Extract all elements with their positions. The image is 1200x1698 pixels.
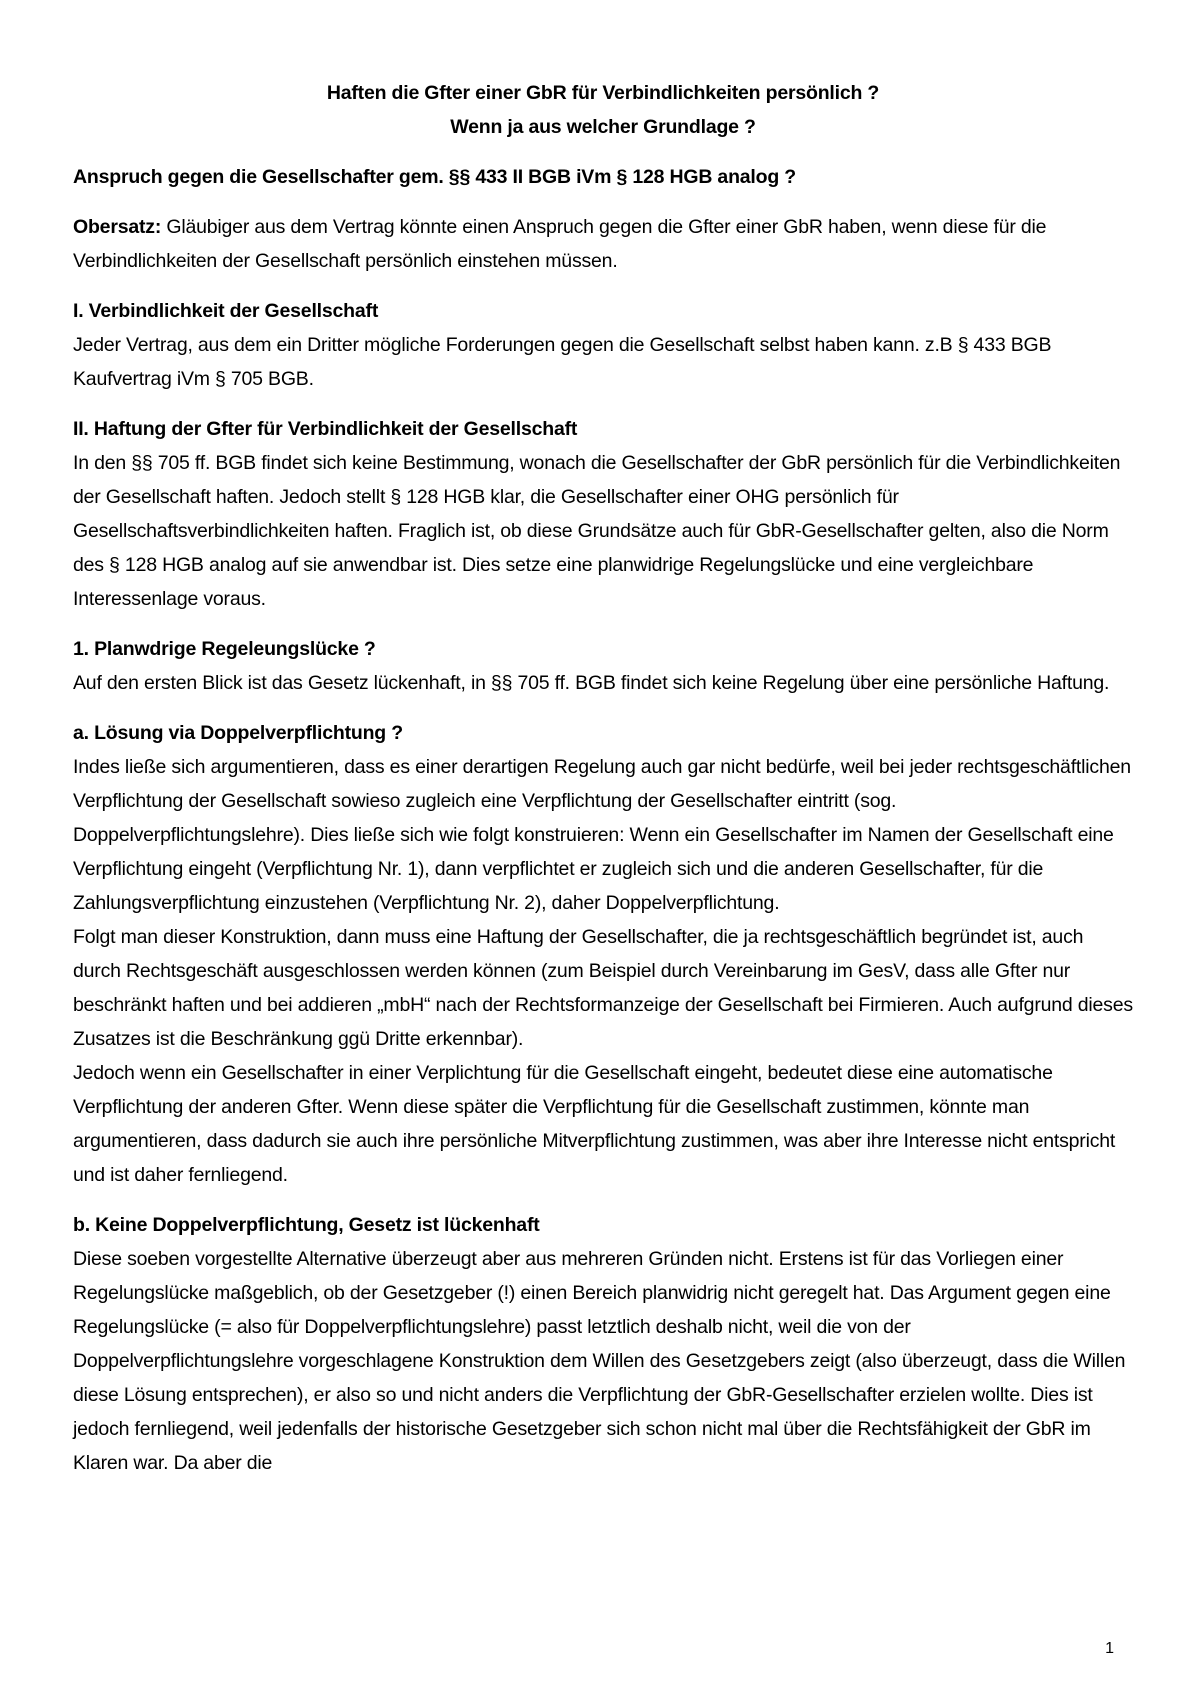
section-paragraph: Auf den ersten Blick ist das Gesetz lückenhaft, in §§ 705 ff. BGB findet sich keine Regelung über eine persönliche Haftung. (73, 672, 1110, 694)
section-paragraph: Indes ließe sich argumentieren, dass es einer derartigen Regelung auch gar nicht bedürfe, weil bei jeder rechtsgeschäftlichen Verpflichtung der Gesellschaft sowieso zugleich eine Verpflichtung der Gesellschafter eintritt (sog. Doppelverpflichtungslehre). Dies ließe sich wie folgt konstruieren: Wenn ein Gesellschafter im Namen der Gesellschaft eine Verpflichtung eingeht (Verpflichtung Nr. 1), dann verpflichtet er zugleich sich und die anderen Gesellschafter, für die Zahlungsverpflichtung einzustehen (Verpflichtung Nr. 2), daher Doppelverpflichtung. (73, 756, 1131, 914)
obersatz-paragraph (73, 210, 1133, 278)
obersatz-text: Gläubiger aus dem Vertrag könnte einen Anspruch gegen die Gfter einer GbR haben, wenn diese für die Verbindlichkeiten der Gesellschaft persönlich einstehen müssen. (73, 216, 1047, 272)
section-heading: a. Lösung via Doppelverpflichtung ? (73, 722, 403, 744)
section-heading: 1. Planwdrige Regeleungslücke ? (73, 638, 376, 660)
section-heading: II. Haftung der Gfter für Verbindlichkeit der Gesellschaft (73, 418, 578, 440)
claim-heading: Anspruch gegen die Gesellschafter gem. §§ 433 II BGB iVm § 128 HGB analog ? (73, 166, 796, 188)
document-title (73, 76, 1133, 144)
page-number: 1 (1105, 1640, 1114, 1657)
section-paragraph: Diese soeben vorgestellte Alternative überzeugt aber aus mehreren Gründen nicht. Erstens ist für das Vorliegen einer Regelungslücke maßgeblich, ob der Gesetzgeber (!) einen Bereich planwidrig nicht geregelt hat. Das Argument gegen eine Regelungslücke (= also für Doppelverpflichtungslehre) passt letztlich deshalb nicht, weil die von der Doppelverpflichtungslehre vorgeschlagene Konstruktion dem Willen des Gesetzgebers zeigt (also überzeugt, dass die Willen diese Lösung entsprechen), er also so und nicht anders die Verpflichtung der GbR-Gesellschafter erzielen wollte. Dies ist jedoch fernliegend, weil jedenfalls der historische Gesetzgeber sich schon nicht mal über die Rechtsfähigkeit der GbR im Klaren war. Da aber die (73, 1248, 1126, 1474)
section-heading: b. Keine Doppelverpflichtung, Gesetz ist lückenhaft (73, 1214, 540, 1236)
section-3 (73, 632, 1133, 700)
section-paragraph: Folgt man dieser Konstruktion, dann muss eine Haftung der Gesellschafter, die ja rechtsgeschäftlich begründet ist, auch durch Rechtsgeschäft ausgeschlossen werden können (zum Beispiel durch Vereinbarung im GesV, dass alle Gfter nur beschränkt haften und bei addieren „mbH“ nach der Rechtsformanzeige der Gesellschaft bei Firmieren. Auch aufgrund dieses Zusatzes ist die Beschränkung ggü Dritte erkennbar). (73, 926, 1133, 1050)
obersatz-label: Obersatz: (73, 216, 162, 238)
section-1 (73, 294, 1133, 396)
title-line-1: Haften die Gfter einer GbR für Verbindlichkeiten persönlich ? (326, 82, 880, 104)
title-line-2: Wenn ja aus welcher Grundlage ? (450, 116, 756, 138)
section-paragraph: Jeder Vertrag, aus dem ein Dritter mögliche Forderungen gegen die Gesellschaft selbst haben kann. z.B § 433 BGB Kaufvertrag iVm § 705 BGB. (73, 334, 1052, 390)
section-heading: I. Verbindlichkeit der Gesellschaft (73, 300, 379, 322)
section-paragraph: In den §§ 705 ff. BGB findet sich keine Bestimmung, wonach die Gesellschafter der GbR persönlich für die Verbindlichkeiten der Gesellschaft haften. Jedoch stellt § 128 HGB klar, die Gesellschafter einer OHG persönlich für Gesellschaftsverbindlichkeiten haften. Fraglich ist, ob diese Grundsätze auch für GbR-Gesellschafter gelten, also die Norm des § 128 HGB analog auf sie anwendbar ist. Dies setze eine planwidrige Regelungslücke und eine vergleichbare Interessenlage voraus. (73, 452, 1121, 610)
section-5 (73, 1208, 1133, 1480)
document-page (73, 76, 1133, 1480)
section-4 (73, 716, 1133, 1192)
section-2 (73, 412, 1133, 616)
section-paragraph: Jedoch wenn ein Gesellschafter in einer Verplichtung für die Gesellschaft eingeht, bedeutet diese eine automatische Verpflichtung der anderen Gfter. Wenn diese später die Verpflichtung für die Gesellschaft zustimmen, könnte man argumentieren, dass dadurch sie auch ihre persönliche Mitverpflichtung zustimmen, was aber ihre Interesse nicht entspricht und ist daher fernliegend. (73, 1062, 1116, 1186)
